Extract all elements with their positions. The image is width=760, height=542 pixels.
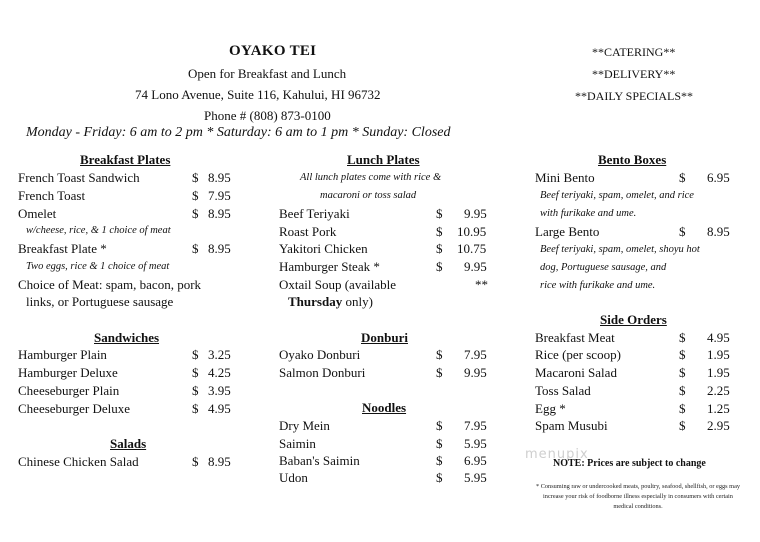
oxtail-soup-day: Thursday — [288, 294, 343, 309]
item-price: 1.95 — [707, 347, 730, 362]
item-description: w/cheese, rice, & 1 choice of meat — [26, 225, 171, 236]
item-name: Large Bento — [535, 224, 600, 239]
currency: $ — [192, 401, 199, 416]
restaurant-phone: Phone # (808) 873-0100 — [204, 108, 331, 123]
menu-item — [535, 401, 760, 418]
item-price: 4.25 — [208, 365, 231, 380]
item-name: Mini Bento — [535, 170, 595, 185]
currency: $ — [679, 418, 686, 433]
currency: $ — [436, 436, 443, 451]
item-price: 8.95 — [208, 170, 231, 185]
item-name: Breakfast Meat — [535, 330, 615, 345]
price-change-note: NOTE: Prices are subject to change — [553, 458, 706, 469]
item-price: 7.95 — [464, 347, 487, 362]
currency: $ — [192, 365, 199, 380]
currency: $ — [436, 470, 443, 485]
item-price: 8.95 — [208, 454, 231, 469]
oxtail-soup-item: Oxtail Soup (available — [279, 277, 396, 292]
currency: $ — [679, 365, 686, 380]
item-price: 6.95 — [707, 170, 730, 185]
item-name: Udon — [279, 470, 308, 485]
menu-item — [535, 365, 760, 382]
bento-section-title: Bento Boxes — [598, 152, 667, 167]
item-description: rice with furikake and ume. — [540, 280, 656, 291]
item-price: 2.25 — [707, 383, 730, 398]
item-price: 7.95 — [464, 418, 487, 433]
item-price: 4.95 — [707, 330, 730, 345]
item-description: Two eggs, rice & 1 choice of meat — [26, 261, 170, 272]
item-price: 9.95 — [464, 206, 487, 221]
oxtail-soup-price: ** — [475, 277, 488, 292]
currency: $ — [436, 206, 443, 221]
item-price: 10.95 — [457, 224, 487, 239]
sandwiches-section-title: Sandwiches — [94, 330, 160, 345]
item-price: 1.25 — [707, 401, 730, 416]
promo-delivery: **DELIVERY** — [592, 67, 676, 81]
item-price: 8.95 — [208, 206, 231, 221]
item-name: Hamburger Plain — [18, 347, 107, 362]
donburi-section-title: Donburi — [361, 330, 408, 345]
promo-daily-specials: **DAILY SPECIALS** — [575, 89, 694, 103]
currency: $ — [679, 170, 686, 185]
menu-item — [279, 259, 494, 276]
item-name: Macaroni Salad — [535, 365, 617, 380]
item-name: Yakitori Chicken — [279, 241, 368, 256]
item-name: Spam Musubi — [535, 418, 608, 433]
item-price: 9.95 — [464, 259, 487, 274]
promo-catering: **CATERING** — [592, 45, 676, 59]
oxtail-soup-only: only) — [342, 294, 373, 309]
item-name: Breakfast Plate * — [18, 241, 107, 256]
item-price: 9.95 — [464, 365, 487, 380]
currency: $ — [436, 347, 443, 362]
menu-item — [18, 365, 238, 382]
menu-item — [18, 170, 238, 187]
currency: $ — [679, 383, 686, 398]
item-description: Beef teriyaki, spam, omelet, and rice — [540, 190, 694, 201]
item-price: 3.25 — [208, 347, 231, 362]
item-name: Baban's Saimin — [279, 453, 360, 468]
item-name: Beef Teriyaki — [279, 206, 350, 221]
item-name: Oyako Donburi — [279, 347, 361, 362]
lunch-description: All lunch plates come with rice & — [300, 172, 442, 183]
menu-item — [535, 330, 760, 347]
item-price: 3.95 — [208, 383, 231, 398]
sides-section-title: Side Orders — [600, 312, 667, 327]
item-name: Cheeseburger Deluxe — [18, 401, 131, 416]
noodles-section-title: Noodles — [362, 400, 407, 415]
item-description: Beef teriyaki, spam, omelet, shoyu hot — [540, 244, 700, 255]
menu-item — [18, 454, 238, 471]
item-name: Chinese Chicken Salad — [18, 454, 139, 469]
item-price: 5.95 — [464, 436, 487, 451]
item-name: French Toast Sandwich — [18, 170, 140, 185]
meat-choice-note: links, or Portuguese sausage — [26, 294, 174, 309]
salads-section-title: Salads — [110, 436, 147, 451]
menu-item — [279, 470, 494, 487]
watermark: menupix — [525, 447, 589, 462]
menu-item — [18, 188, 238, 205]
currency: $ — [679, 347, 686, 362]
opening-hours: Monday - Friday: 6 am to 2 pm * Saturday: 6 am to 1 pm * Sunday: Closed — [26, 125, 451, 140]
item-name: Hamburger Steak * — [279, 259, 380, 274]
item-price: 1.95 — [707, 365, 730, 380]
item-price: 10.75 — [457, 241, 487, 256]
item-name: Salmon Donburi — [279, 365, 366, 380]
menu-item — [279, 418, 494, 435]
item-name: Omelet — [18, 206, 57, 221]
menu-item — [18, 347, 238, 364]
currency: $ — [436, 418, 443, 433]
currency: $ — [436, 224, 443, 239]
item-price: 5.95 — [464, 470, 487, 485]
item-name: Rice (per scoop) — [535, 347, 621, 362]
currency: $ — [436, 453, 443, 468]
currency: $ — [192, 241, 199, 256]
item-price: 4.95 — [208, 401, 231, 416]
currency: $ — [192, 383, 199, 398]
item-name: Saimin — [279, 436, 316, 451]
menu-item — [18, 383, 238, 400]
item-name: Cheeseburger Plain — [18, 383, 120, 398]
item-description: with furikake and ume. — [540, 208, 637, 219]
food-safety-disclaimer: * Consuming raw or undercooked meats, poultry, seafood, shellfish, or eggs may increase your risk of foodborne illness especially in consumers with certain medical conditions. — [535, 483, 741, 510]
currency: $ — [679, 224, 686, 239]
currency: $ — [679, 330, 686, 345]
menu-item — [279, 347, 494, 364]
item-price: 6.95 — [464, 453, 487, 468]
item-price: 8.95 — [707, 224, 730, 239]
currency: $ — [192, 347, 199, 362]
currency: $ — [679, 401, 686, 416]
currency: $ — [436, 365, 443, 380]
item-name: Roast Pork — [279, 224, 337, 239]
menu-item — [535, 383, 760, 400]
restaurant-name: OYAKO TEI — [229, 43, 317, 59]
currency: $ — [192, 170, 199, 185]
menu-item — [279, 224, 494, 241]
currency: $ — [192, 206, 199, 221]
restaurant-address: 74 Lono Avenue, Suite 116, Kahului, HI 96732 — [135, 87, 381, 102]
menu-item — [535, 224, 760, 241]
menu-item — [535, 418, 760, 435]
item-name: Egg * — [535, 401, 566, 416]
lunch-section-title: Lunch Plates — [347, 152, 420, 167]
meat-choice-note: Choice of Meat: spam, bacon, pork — [18, 277, 202, 292]
item-description: dog, Portuguese sausage, and — [540, 262, 667, 273]
menu-item — [279, 206, 494, 223]
breakfast-section-title: Breakfast Plates — [80, 152, 171, 167]
currency: $ — [192, 188, 199, 203]
item-name: Hamburger Deluxe — [18, 365, 118, 380]
currency: $ — [192, 454, 199, 469]
lunch-description: macaroni or toss salad — [320, 190, 417, 201]
menu-item — [18, 241, 238, 258]
menu-item — [279, 241, 494, 258]
menu-item — [18, 401, 238, 418]
menu-item — [279, 365, 494, 382]
item-price: 2.95 — [707, 418, 730, 433]
oxtail-soup-availability — [288, 294, 373, 310]
item-price: 8.95 — [208, 241, 231, 256]
menu-item — [535, 170, 760, 187]
item-price: 7.95 — [208, 188, 231, 203]
menu-item — [18, 206, 238, 223]
item-name: Dry Mein — [279, 418, 330, 433]
item-name: Toss Salad — [535, 383, 591, 398]
menu-item — [279, 436, 494, 453]
menu-item — [279, 453, 494, 470]
item-name: French Toast — [18, 188, 86, 203]
menu-item — [535, 347, 760, 364]
service-hours-label: Open for Breakfast and Lunch — [188, 66, 347, 81]
currency: $ — [436, 259, 443, 274]
currency: $ — [436, 241, 443, 256]
